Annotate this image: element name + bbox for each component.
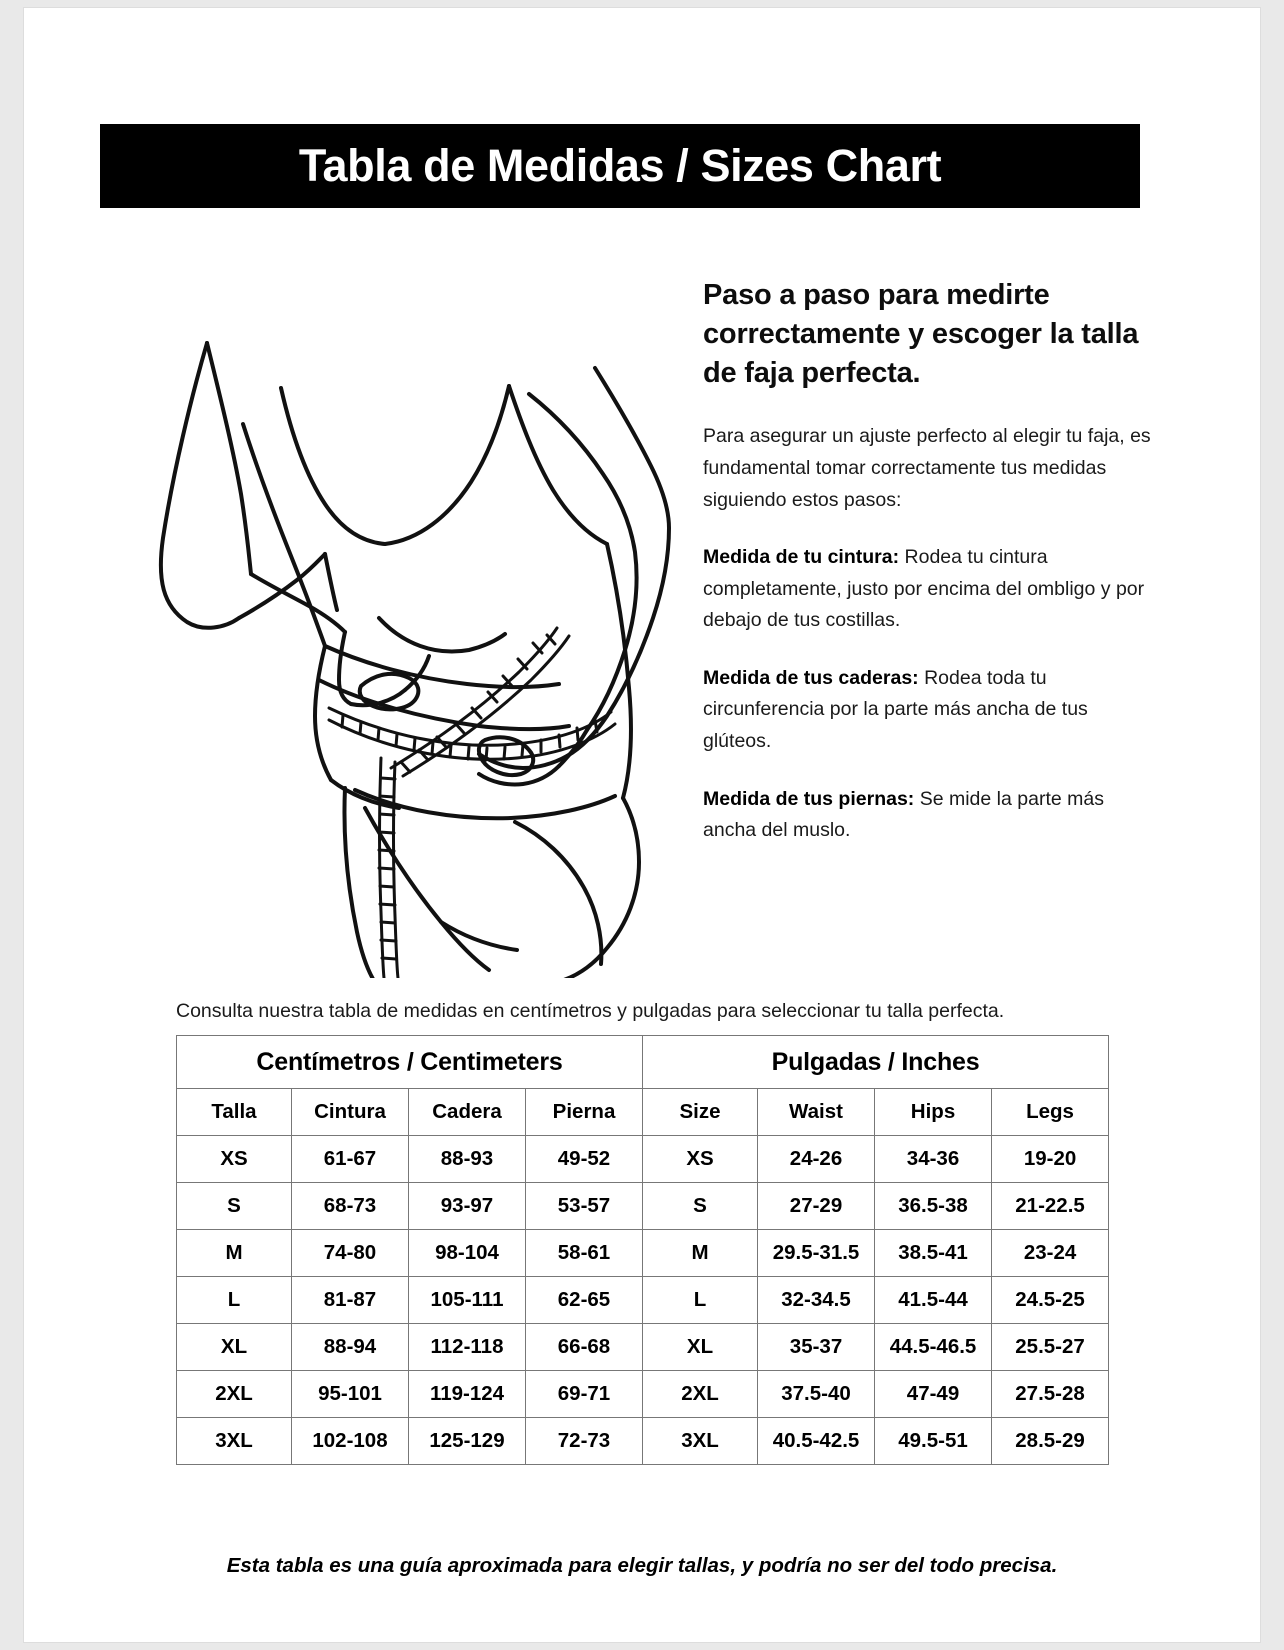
cell-hips: 49.5-51 (875, 1418, 992, 1465)
guide-step-legs-label: Medida de tus piernas: (703, 787, 915, 810)
cell-talla: XL (177, 1324, 292, 1371)
cell-legs: 19-20 (992, 1136, 1109, 1183)
measuring-guide (703, 276, 1155, 847)
cell-cintura: 88-94 (292, 1324, 409, 1371)
column-header-size: Size (643, 1089, 758, 1136)
cell-cintura: 102-108 (292, 1418, 409, 1465)
size-chart-table (176, 1035, 1109, 1465)
guide-heading: Paso a paso para medirte correctamente y escoger la talla de faja perfecta. (703, 279, 1139, 390)
cell-size: M (643, 1230, 758, 1277)
cell-talla: M (177, 1230, 292, 1277)
cell-hips: 34-36 (875, 1136, 992, 1183)
woman-measuring-waist-illustration (129, 288, 689, 978)
cell-size: S (643, 1183, 758, 1230)
cell-cadera: 88-93 (409, 1136, 526, 1183)
cell-waist: 24-26 (758, 1136, 875, 1183)
cell-talla: XS (177, 1136, 292, 1183)
cell-pierna: 66-68 (526, 1324, 643, 1371)
cell-cintura: 81-87 (292, 1277, 409, 1324)
cell-cintura: 68-73 (292, 1183, 409, 1230)
guide-step-waist-text: Rodea tu cintura completamente, justo por encima del ombligo y por debajo de tus costillas. (703, 546, 1145, 632)
guide-step-waist (703, 542, 1155, 637)
table-row (177, 1183, 1109, 1230)
guide-intro: Para asegurar un ajuste perfecto al elegir tu faja, es fundamental tomar correctamente tus medidas siguiendo estos pasos: (703, 425, 1151, 511)
cell-talla: 3XL (177, 1418, 292, 1465)
cell-size: XS (643, 1136, 758, 1183)
column-header-talla: Talla (177, 1089, 292, 1136)
cell-cadera: 125-129 (409, 1418, 526, 1465)
group-header-centimeters: Centímetros / Centimeters (177, 1036, 643, 1089)
cell-talla: S (177, 1183, 292, 1230)
column-header-cadera: Cadera (409, 1089, 526, 1136)
cell-pierna: 53-57 (526, 1183, 643, 1230)
cell-pierna: 62-65 (526, 1277, 643, 1324)
table-row (177, 1371, 1109, 1418)
table-row (177, 1277, 1109, 1324)
cell-legs: 28.5-29 (992, 1418, 1109, 1465)
cell-legs: 23-24 (992, 1230, 1109, 1277)
cell-legs: 25.5-27 (992, 1324, 1109, 1371)
cell-talla: L (177, 1277, 292, 1324)
cell-waist: 32-34.5 (758, 1277, 875, 1324)
cell-size: 3XL (643, 1418, 758, 1465)
size-chart-page (24, 8, 1260, 1642)
page-title: Tabla de Medidas / Sizes Chart (298, 140, 942, 191)
cell-hips: 44.5-46.5 (875, 1324, 992, 1371)
guide-step-hips-text: Rodea toda tu circunferencia por la parte más ancha de tus glúteos. (703, 666, 1088, 753)
cell-hips: 41.5-44 (875, 1277, 992, 1324)
cell-cadera: 98-104 (409, 1230, 526, 1277)
column-header-waist: Waist (758, 1089, 875, 1136)
cell-size: L (643, 1277, 758, 1324)
cell-pierna: 49-52 (526, 1136, 643, 1183)
cell-legs: 27.5-28 (992, 1371, 1109, 1418)
cell-waist: 37.5-40 (758, 1371, 875, 1418)
column-header-pierna: Pierna (526, 1089, 643, 1136)
cell-cintura: 61-67 (292, 1136, 409, 1183)
table-intro-text: Consulta nuestra tabla de medidas en centímetros y pulgadas para seleccionar tu talla perfecta. (176, 1000, 1005, 1022)
cell-talla: 2XL (177, 1371, 292, 1418)
guide-step-hips (703, 663, 1155, 758)
cell-hips: 38.5-41 (875, 1230, 992, 1277)
title-banner (100, 124, 1140, 208)
cell-cintura: 95-101 (292, 1371, 409, 1418)
guide-step-waist-label: Medida de tu cintura: (703, 546, 900, 569)
cell-waist: 40.5-42.5 (758, 1418, 875, 1465)
cell-cadera: 112-118 (409, 1324, 526, 1371)
column-header-cintura: Cintura (292, 1089, 409, 1136)
group-header-inches: Pulgadas / Inches (643, 1036, 1109, 1089)
guide-step-hips-label: Medida de tus caderas: (703, 666, 919, 689)
table-row (177, 1324, 1109, 1371)
column-header-hips: Hips (875, 1089, 992, 1136)
cell-size: 2XL (643, 1371, 758, 1418)
cell-hips: 36.5-38 (875, 1183, 992, 1230)
table-column-header-row (177, 1089, 1109, 1136)
cell-legs: 21-22.5 (992, 1183, 1109, 1230)
cell-cadera: 105-111 (409, 1277, 526, 1324)
table-row (177, 1418, 1109, 1465)
cell-pierna: 58-61 (526, 1230, 643, 1277)
disclaimer-note: Esta tabla es una guía aproximada para elegir tallas, y podría no ser del todo precisa. (226, 1554, 1058, 1577)
table-row (177, 1230, 1109, 1277)
cell-size: XL (643, 1324, 758, 1371)
cell-waist: 27-29 (758, 1183, 875, 1230)
guide-step-legs-text: Se mide la parte más ancha del muslo. (703, 787, 1104, 842)
cell-waist: 29.5-31.5 (758, 1230, 875, 1277)
cell-legs: 24.5-25 (992, 1277, 1109, 1324)
cell-cadera: 119-124 (409, 1371, 526, 1418)
cell-hips: 47-49 (875, 1371, 992, 1418)
table-group-header-row (177, 1036, 1109, 1089)
cell-cadera: 93-97 (409, 1183, 526, 1230)
guide-step-legs (703, 784, 1155, 847)
cell-waist: 35-37 (758, 1324, 875, 1371)
column-header-legs: Legs (992, 1089, 1109, 1136)
table-row (177, 1136, 1109, 1183)
cell-pierna: 72-73 (526, 1418, 643, 1465)
cell-cintura: 74-80 (292, 1230, 409, 1277)
cell-pierna: 69-71 (526, 1371, 643, 1418)
